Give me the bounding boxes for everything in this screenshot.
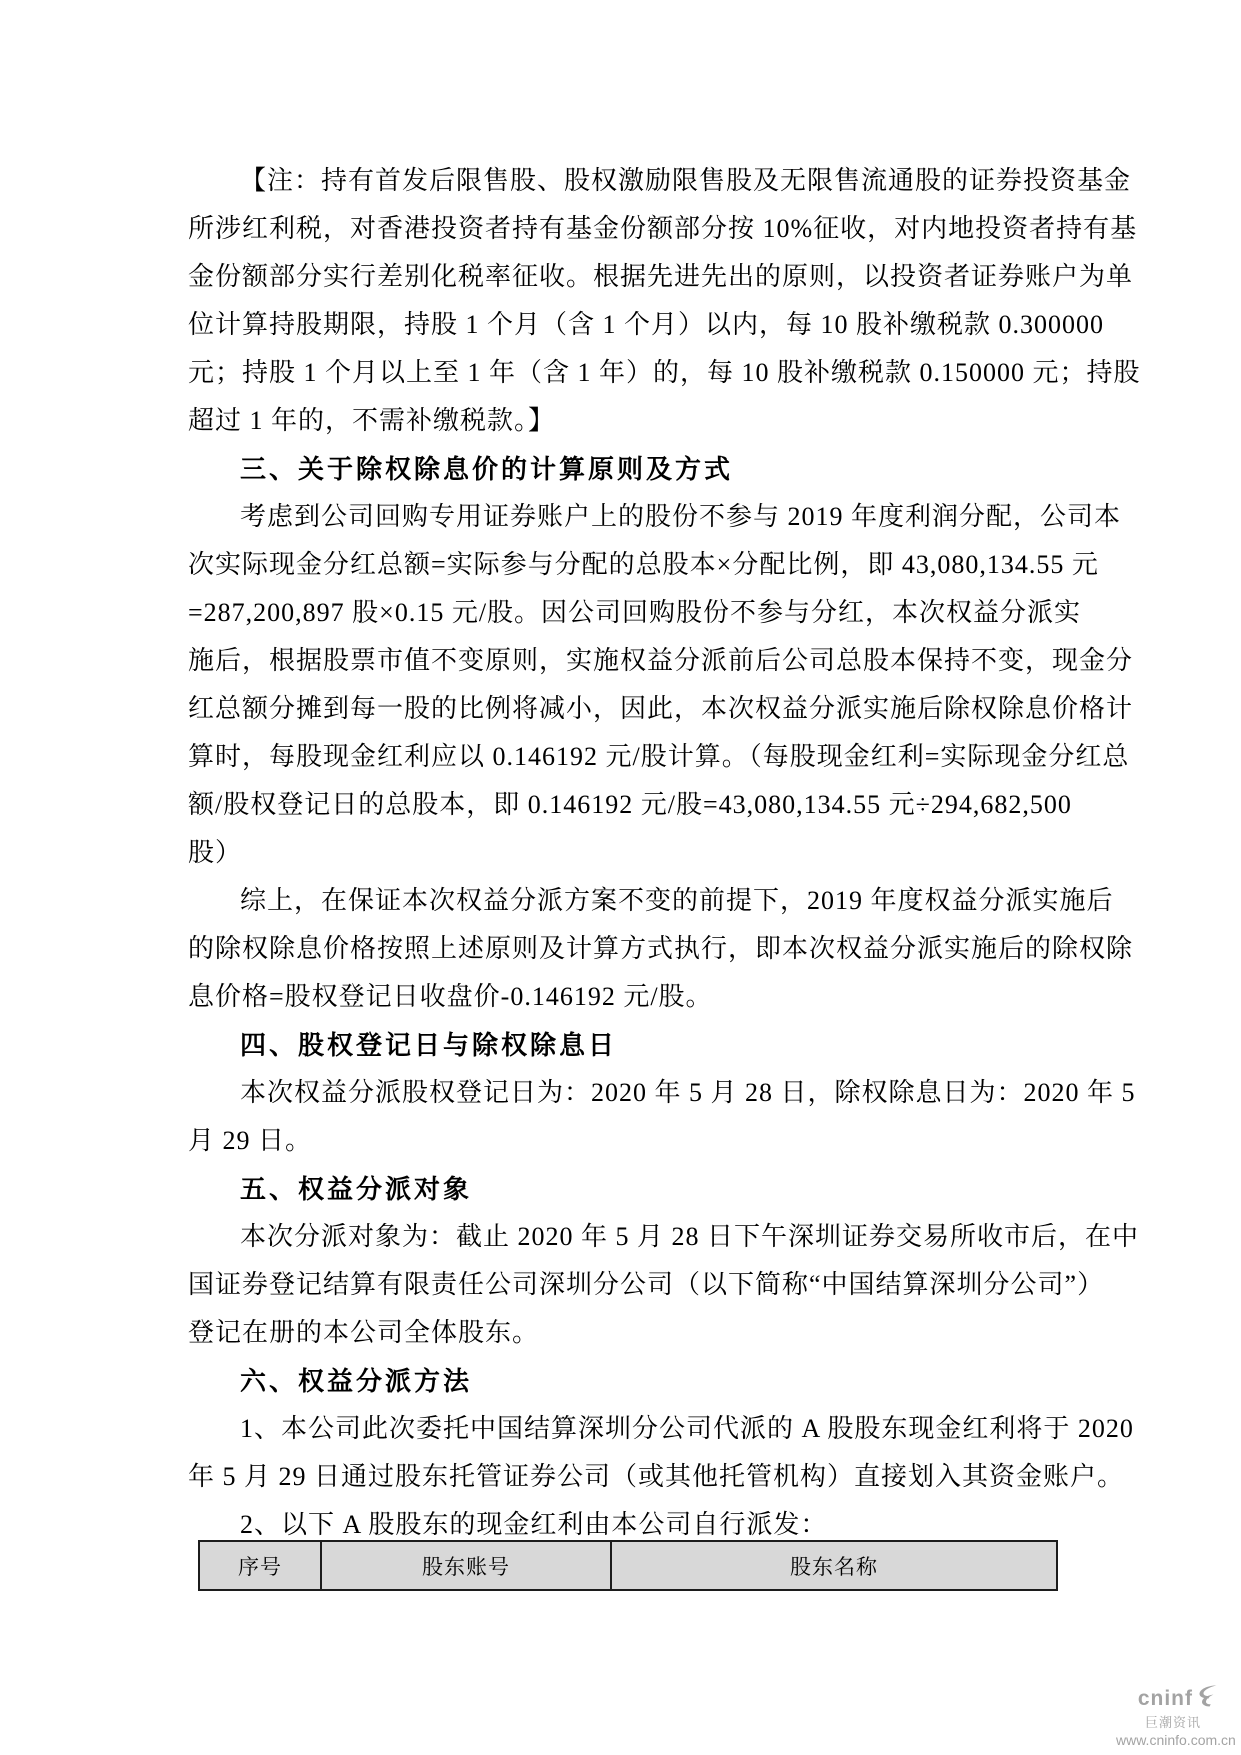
cninfo-brand-cn: 巨潮资讯: [1144, 1715, 1201, 1730]
cninfo-url: www.cninfo.com.cn: [1116, 1732, 1236, 1748]
document-body: [188, 157, 1141, 1549]
paragraph-line: 月 29 日。: [188, 1126, 313, 1155]
section-heading-4: 四、股权登记日与除权除息日: [240, 1030, 618, 1060]
paragraph-line: 股）: [188, 838, 243, 867]
paragraph-line: =287,200,897 股×0.15 元/股。因公司回购股份不参与分红，本次权益分派实: [188, 598, 1082, 627]
section-heading-3: 三、关于除权除息价的计算原则及方式: [240, 454, 734, 484]
col-header-shareholder-name: 股东名称: [790, 1554, 878, 1579]
col-header-account-number: 股东账号: [322, 1542, 612, 1589]
paragraph-line: 综上，在保证本次权益分派方案不变的前提下，2019 年度权益分派实施后: [240, 886, 1114, 915]
cninfo-swoosh-icon: [1195, 1684, 1217, 1712]
shareholder-table-header: [198, 1540, 1058, 1591]
note-line: 元；持股 1 个月以上至 1 年（含 1 年）的，每 10 股补缴税款 0.150000 元；持股: [188, 358, 1141, 387]
cninfo-watermark: [1116, 1684, 1236, 1748]
paragraph-line: 本次分派对象为：截止 2020 年 5 月 28 日下午深圳证券交易所收市后，在中: [240, 1222, 1140, 1251]
note-line: 超过 1 年的，不需补缴税款。】: [188, 406, 556, 435]
paragraph-line: 2、以下 A 股股东的现金红利由本公司自行派发：: [240, 1510, 828, 1539]
paragraph-line: 登记在册的本公司全体股东。: [188, 1318, 540, 1347]
paragraph-line: 次实际现金分红总额=实际参与分配的总股本×分配比例，即 43,080,134.55 元: [188, 550, 1099, 579]
note-line: 所涉红利税，对香港投资者持有基金份额部分按 10%征收，对内地投资者持有基: [188, 214, 1138, 243]
note-line: 【注：持有首发后限售股、股权激励限售股及无限售流通股的证券投资基金: [240, 166, 1132, 195]
paragraph-line: 额/股权登记日的总股本，即 0.146192 元/股=43,080,134.55 元÷294,682,500: [188, 790, 1072, 819]
section-heading-5: 五、权益分派对象: [240, 1174, 473, 1204]
paragraph-line: 的除权除息价格按照上述原则及计算方式执行，即本次权益分派实施后的除权除: [188, 934, 1134, 963]
note-line: 位计算持股期限，持股 1 个月（含 1 个月）以内，每 10 股补缴税款 0.300000: [188, 310, 1105, 339]
paragraph-line: 考虑到公司回购专用证券账户上的股份不参与 2019 年度利润分配，公司本: [240, 502, 1122, 531]
paragraph-line: 1、本公司此次委托中国结算深圳分公司代派的 A 股股东现金红利将于 2020: [240, 1414, 1134, 1443]
note-line: 金份额部分实行差别化税率征收。根据先进先出的原则，以投资者证券账户为单: [188, 262, 1134, 291]
section-heading-6: 六、权益分派方法: [240, 1366, 473, 1396]
paragraph-line: 施后，根据股票市值不变原则，实施权益分派前后公司总股本保持不变，现金分: [188, 646, 1134, 675]
paragraph-line: 红总额分摊到每一股的比例将减小，因此，本次权益分派实施后除权除息价格计: [188, 694, 1134, 723]
paragraph-line: 算时，每股现金红利应以 0.146192 元/股计算。（每股现金红利=实际现金分红总: [188, 742, 1130, 771]
col-header-index: 序号: [200, 1542, 322, 1589]
paragraph-line: 本次权益分派股权登记日为：2020 年 5 月 28 日，除权除息日为：2020 年 5: [240, 1078, 1136, 1107]
paragraph-line: 国证券登记结算有限责任公司深圳分公司（以下简称“中国结算深圳分公司”）: [188, 1270, 1105, 1299]
paragraph-line: 息价格=股权登记日收盘价-0.146192 元/股。: [188, 982, 713, 1011]
cninfo-logo-text: cninf: [1137, 1686, 1193, 1710]
paragraph-line: 年 5 月 29 日通过股东托管证券公司（或其他托管机构）直接划入其资金账户。: [188, 1462, 1125, 1491]
